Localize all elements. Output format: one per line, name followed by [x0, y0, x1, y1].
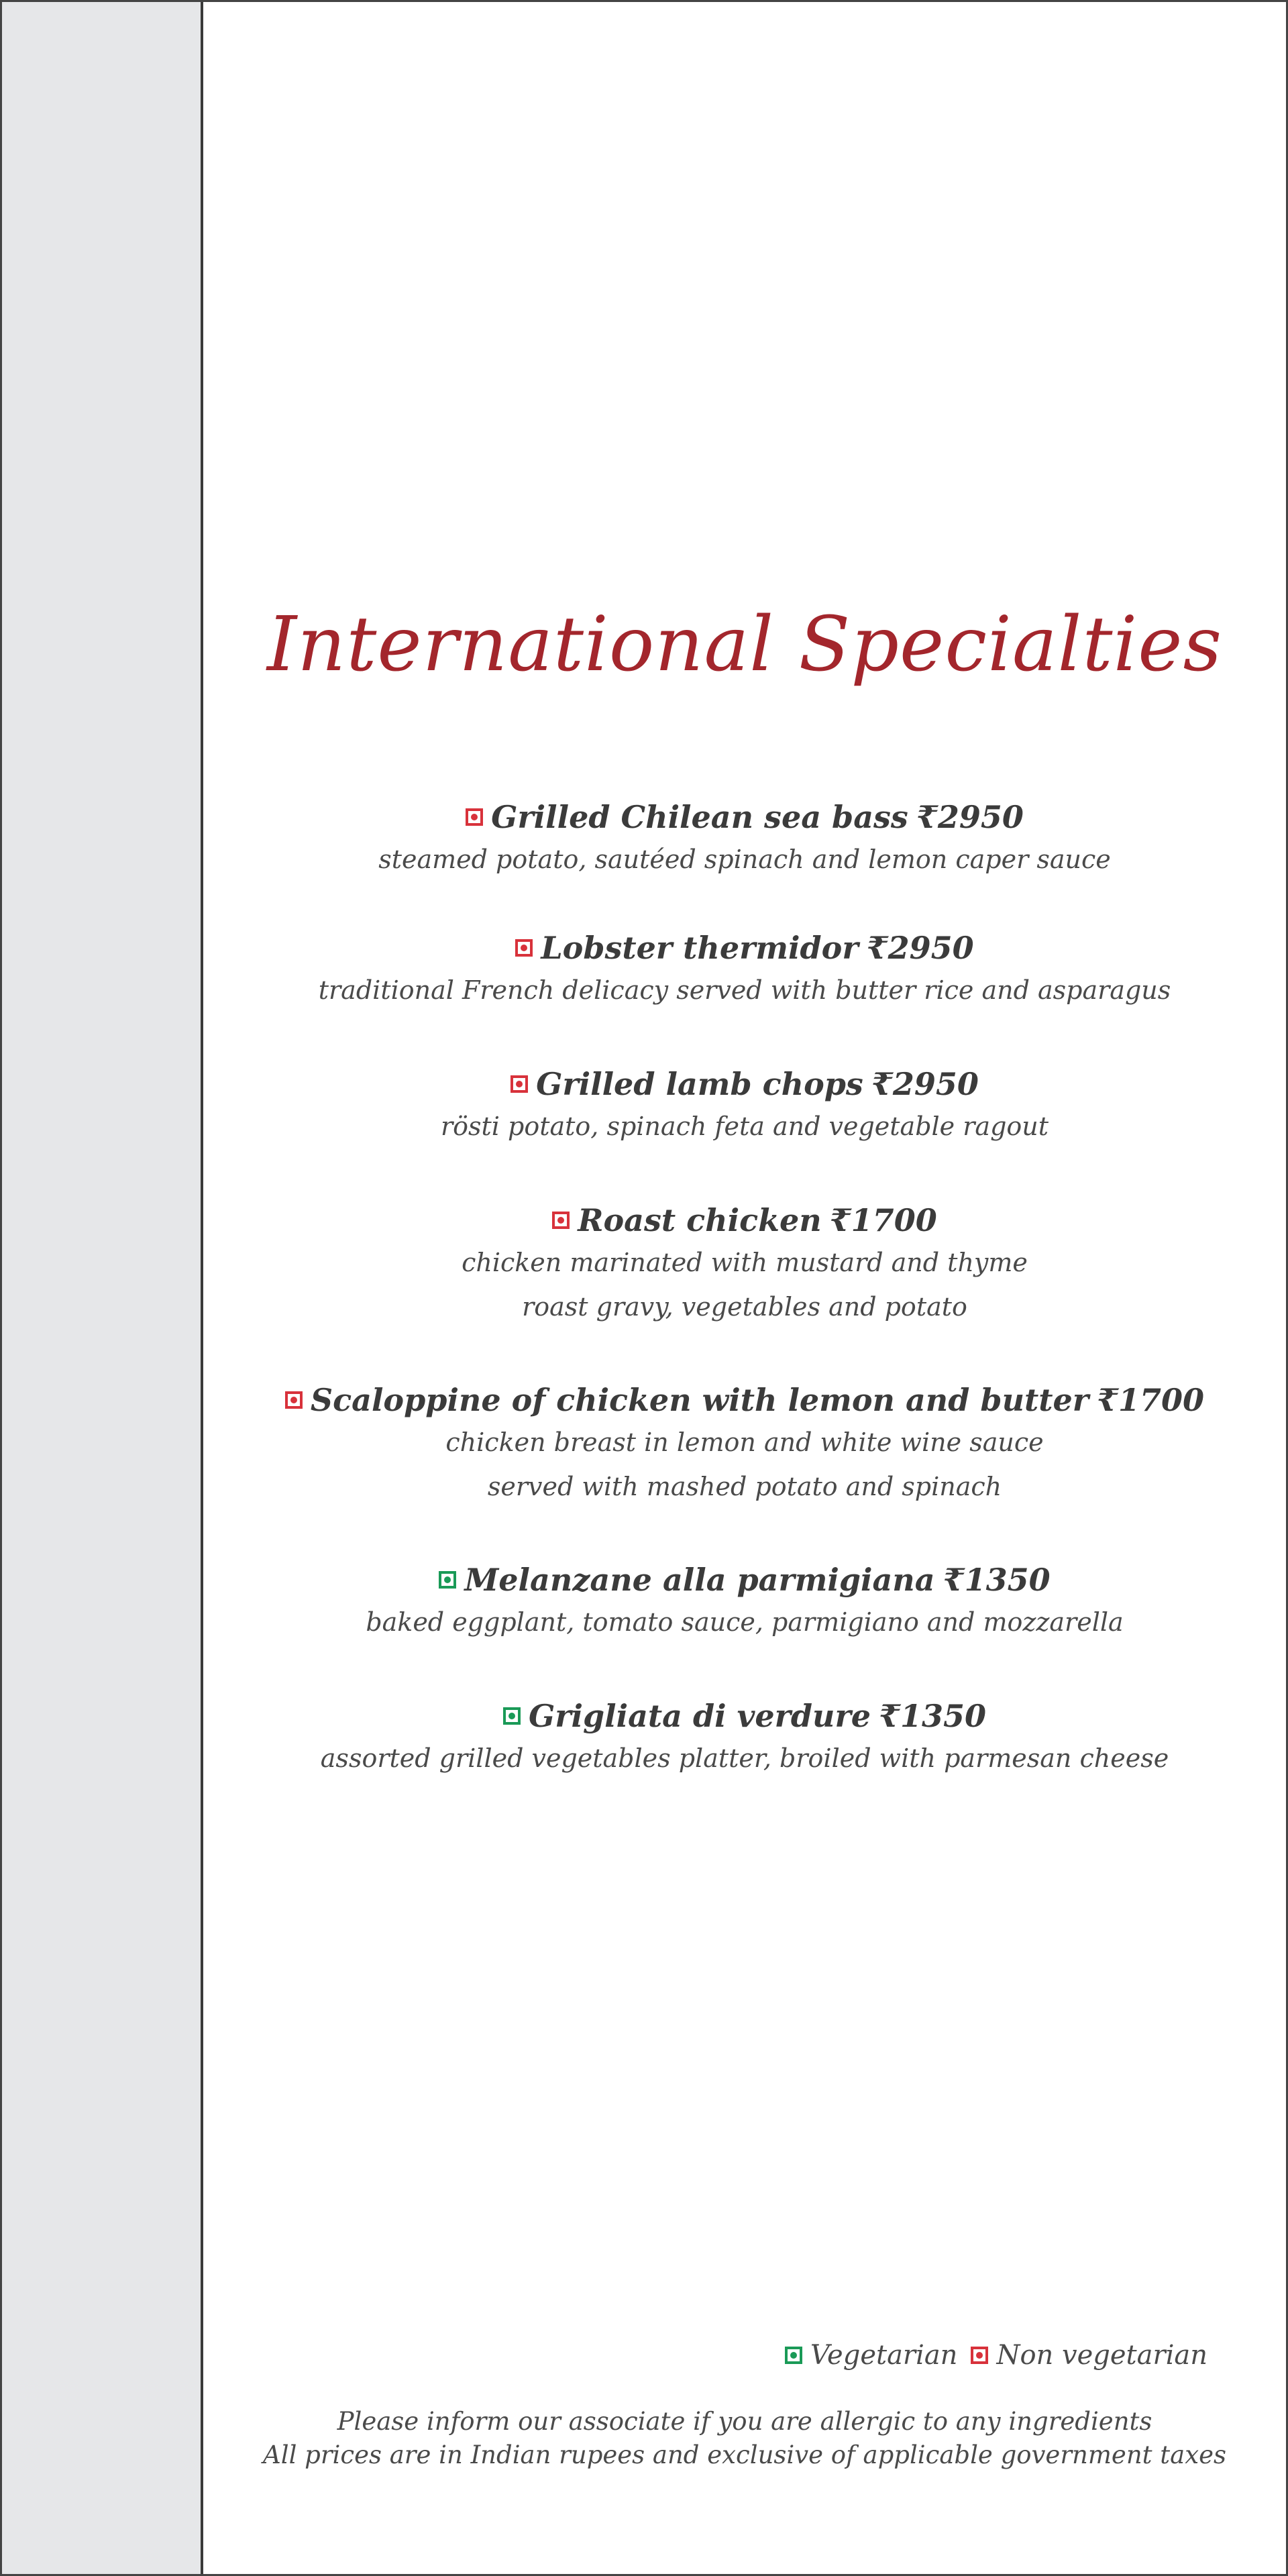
non-veg-icon: [515, 939, 533, 957]
menu-title: International Specialties: [266, 601, 1223, 688]
menu-item: [201, 1200, 1288, 1329]
item-price: ₹2950: [916, 799, 1024, 835]
item-name: Grilled Chilean sea bass: [491, 799, 908, 835]
legend-veg-label: Vegetarian: [810, 2340, 958, 2371]
veg-icon: [785, 2347, 802, 2364]
item-name: Lobster thermidor: [541, 930, 859, 966]
non-veg-icon: [285, 1391, 303, 1409]
non-veg-icon: [466, 808, 483, 826]
non-veg-icon: [511, 1075, 528, 1093]
item-name: Grigliata di verdure: [528, 1698, 871, 1734]
item-description: steamed potato, sautéed spinach and lemon caper sauce: [378, 845, 1111, 874]
item-description: chicken breast in lemon and white wine sauce: [445, 1428, 1044, 1457]
tax-note: All prices are in Indian rupees and exclusive of applicable government taxes: [263, 2440, 1226, 2469]
non-veg-icon: [971, 2347, 988, 2364]
item-price: ₹2950: [866, 930, 974, 966]
allergy-note: Please inform our associate if you are allergic to any ingredients: [337, 2407, 1152, 2436]
item-price: ₹1350: [943, 1562, 1051, 1598]
item-description: roast gravy, vegetables and potato: [522, 1292, 967, 1322]
item-name: Scaloppine of chicken with lemon and butter: [310, 1382, 1089, 1418]
veg-icon: [439, 1571, 456, 1589]
non-veg-icon: [552, 1212, 570, 1229]
item-description: rösti potato, spinach feta and vegetable ragout: [440, 1112, 1049, 1141]
legend: [785, 2340, 1208, 2371]
item-name: Roast chicken: [578, 1202, 822, 1238]
item-price: ₹1700: [829, 1202, 937, 1238]
menu-item: [201, 1560, 1288, 1644]
item-name: Melanzane alla parmigiana: [464, 1562, 935, 1598]
item-price: ₹1700: [1097, 1382, 1205, 1418]
item-description: traditional French delicacy served with butter rice and asparagus: [318, 975, 1171, 1005]
footer-notes: [201, 2405, 1288, 2472]
menu-item: [201, 1064, 1288, 1148]
menu-item: [201, 1380, 1288, 1509]
item-description: assorted grilled vegetables platter, broiled with parmesan cheese: [320, 1743, 1169, 1773]
menu-item: [201, 1696, 1288, 1780]
menu-item: [201, 797, 1288, 881]
item-price: ₹2950: [871, 1066, 979, 1102]
item-description: chicken marinated with mustard and thyme: [462, 1248, 1028, 1277]
item-description: served with mashed potato and spinach: [487, 1472, 1002, 1501]
item-description: baked eggplant, tomato sauce, parmigiano and mozzarella: [366, 1607, 1124, 1637]
veg-icon: [503, 1707, 521, 1725]
item-price: ₹1350: [878, 1698, 987, 1734]
side-panel: [2, 2, 203, 2574]
menu-item: [201, 928, 1288, 1012]
legend-nonveg-label: Non vegetarian: [996, 2340, 1208, 2371]
item-name: Grilled lamb chops: [536, 1066, 863, 1102]
